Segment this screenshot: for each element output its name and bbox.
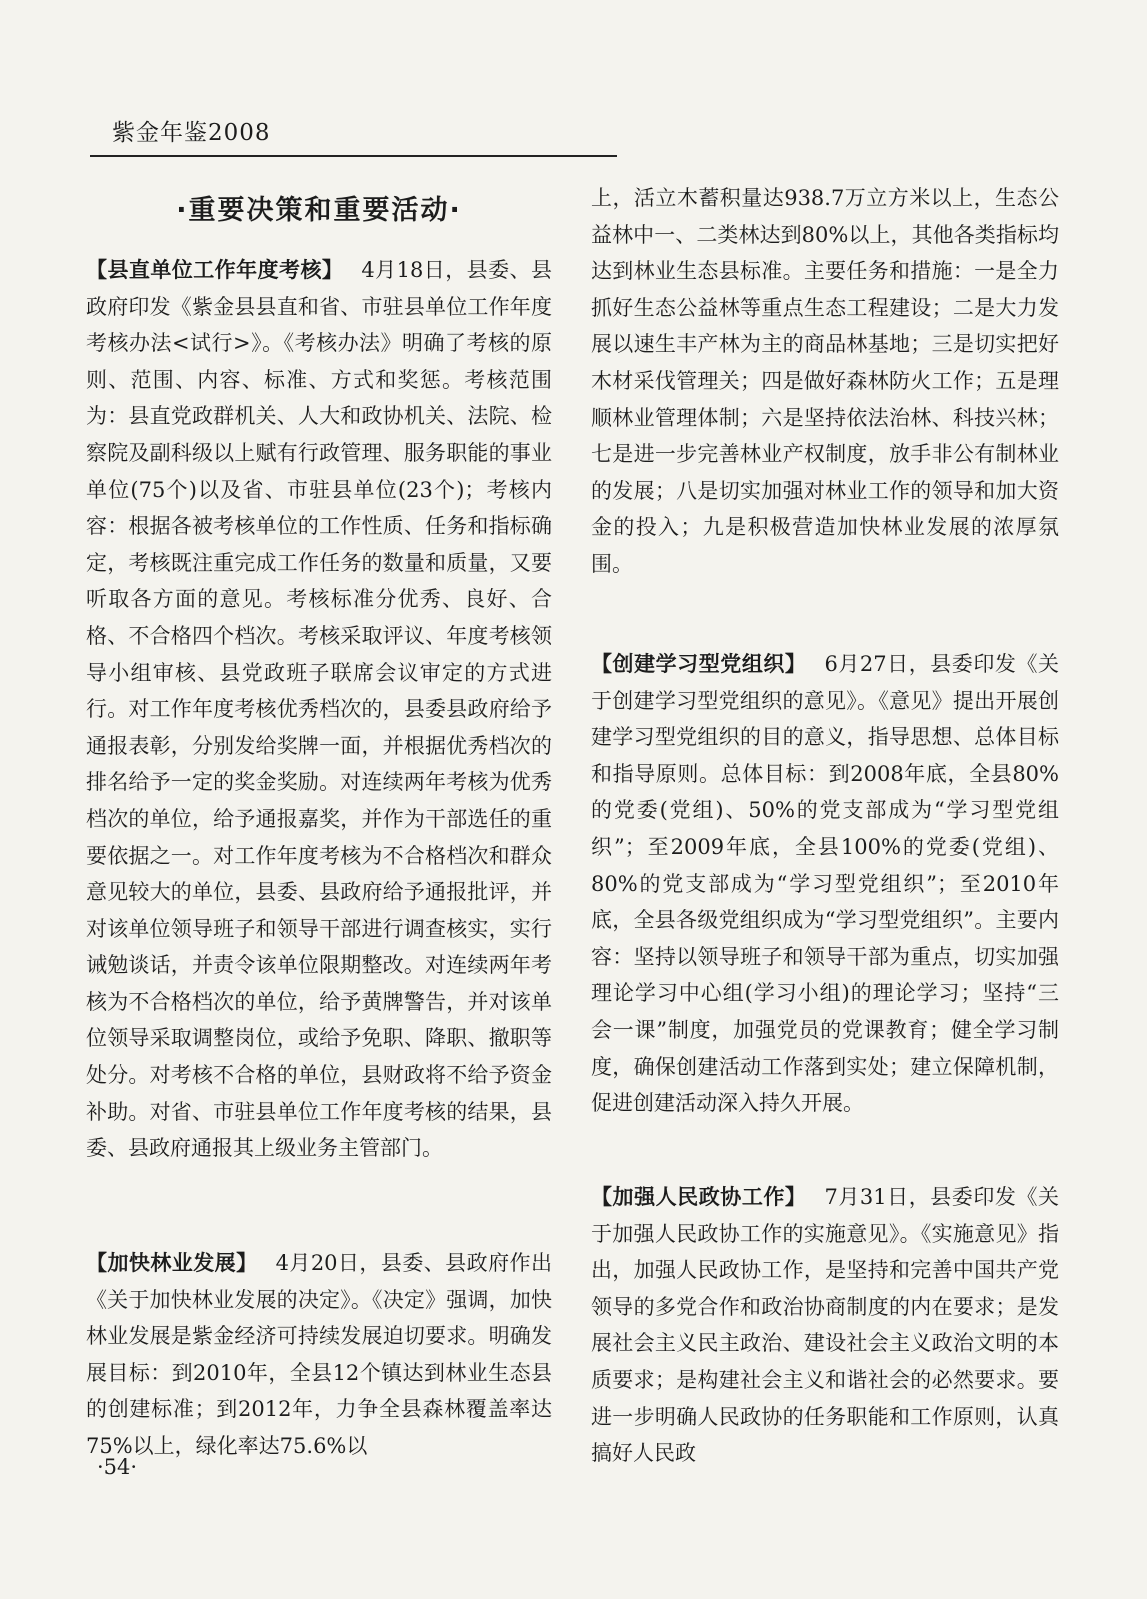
entry-text: 6月27日，县委印发《关于创建学习型党组织的意见》。《意见》提出开展创建学习型党组织的目的意义，指导思想、总体目标和指导原则。总体目标：到2008年底，全县80%的党委(党组)、50%的党支部成为“学习型党组织”；至2009年底，全县100%的党委(党组)、80%的党支部成为“学习型党组织”；至2010年底，全县各级党组织成为“学习型党组织”。主要内容：坚持以领导班子和领导干部为重点，切实加强理论学习中心组(学习小组)的理论学习；坚持“三会一课”制度，加强党员的党课教育；健全学习制度，确保创建活动工作落到实处；建立保障机制，促进创建活动深入持久开展。 — [591, 652, 1059, 1116]
entry-text: 上，活立木蓄积量达938.7万立方米以上，生态公益林中一、二类林达到80%以上，其他各类指标均达到林业生态县标准。主要任务和措施：一是全力抓好生态公益林等重点生态工程建设；二是大力发展以速生丰产林为主的商品林基地；三是切实把好木材采伐管理关；四是做好森林防火工作；五是理顺林业管理体制；六是坚持依法治林、科技兴林；七是进一步完善林业产权制度，放手非公有制林业的发展；八是切实加强对林业工作的领导和加大资金的投入；九是积极营造加快林业发展的浓厚氛围。 — [591, 186, 1059, 576]
entry-keyword: 【加快林业发展】 — [86, 1251, 258, 1275]
header-rule — [90, 155, 617, 157]
entry-keyword: 【县直单位工作年度考核】 — [86, 258, 344, 282]
entry-keyword: 【创建学习型党组织】 — [591, 652, 807, 676]
entry-forestry-continued — [591, 180, 1059, 583]
running-head-title: 紫金年鉴2008 — [112, 120, 271, 146]
entry-text: 4月20日，县委、县政府作出《关于加快林业发展的决定》。《决定》强调，加快林业发展是紫金经济可持续发展迫切要求。明确发展目标：到2010年，全县12个镇达到林业生态县的创建标准；到2012年，力争全县森林覆盖率达75%以上，绿化率达75.6%以 — [86, 1251, 552, 1458]
entry-keyword: 【加强人民政协工作】 — [591, 1185, 807, 1209]
entry-text: 7月31日，县委印发《关于加强人民政协工作的实施意见》。《实施意见》指出，加强人民政协工作，是坚持和完善中国共产党领导的多党合作和政治协商制度的内在要求；是发展社会主义民主政治、建设社会主义政治文明的本质要求；是构建社会主义和谐社会的必然要求。要进一步明确人民政协的任务职能和工作原则，认真搞好人民政 — [591, 1185, 1059, 1466]
page-number: ·54· — [97, 1455, 138, 1479]
entry-cppcc-work — [591, 1179, 1059, 1472]
entry-learning-party-org — [591, 646, 1059, 1122]
section-title: ·重要决策和重要活动· — [176, 195, 462, 226]
entry-forestry-development — [86, 1245, 552, 1465]
entry-text: 4月18日，县委、县政府印发《紫金县县直和省、市驻县单位工作年度考核办法<试行>》。《考核办法》明确了考核的原则、范围、内容、标准、方式和奖惩。考核范围为：县直党政群机关、人大和政协机关、法院、检察院及副科级以上赋有行政管理、服务职能的事业单位(75个)以及省、市驻县单位(23个)；考核内容：根据各被考核单位的工作性质、任务和指标确定，考核既注重完成工作任务的数量和质量，又要听取各方面的意见。考核标准分优秀、良好、合格、不合格四个档次。考核采取评议、年度考核领导小组审核、县党政班子联席会议审定的方式进行。对工作年度考核优秀档次的，县委县政府给予通报表彰，分别发给奖牌一面，并根据优秀档次的排名给予一定的奖金奖励。对连续两年考核为优秀档次的单位，给予通报嘉奖，并作为干部选任的重要依据之一。对工作年度考核为不合格档次和群众意见较大的单位，县委、县政府给予通报批评，并对该单位领导班子和领导干部进行调查核实，实行诫勉谈话，并责令该单位限期整改。对连续两年考核为不合格档次的单位，给予黄牌警告，并对该单位领导采取调整岗位，或给予免职、降职、撤职等处分。对考核不合格的单位，县财政将不给予资金补助。对省、市驻县单位工作年度考核的结果，县委、县政府通报其上级业务主管部门。 — [86, 258, 552, 1161]
entry-county-unit-assessment — [86, 252, 552, 1167]
